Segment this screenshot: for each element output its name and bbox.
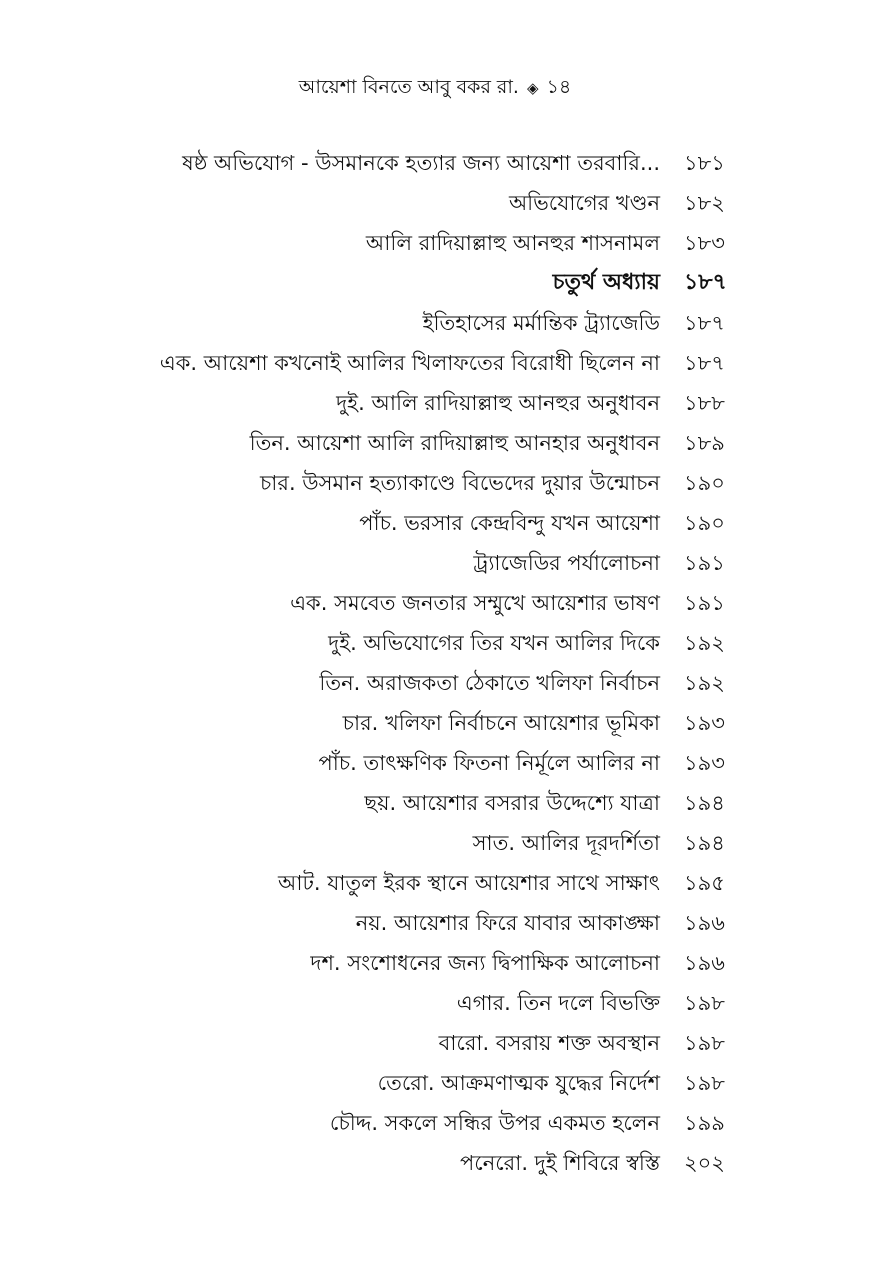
- toc-entry[interactable]: [0, 984, 870, 1024]
- toc-entry-title: ট্র্যাজেডির পর্যালোচনা: [473, 551, 660, 575]
- toc-entry-page: ১৮৩: [684, 231, 725, 255]
- toc-entry-title: আলি রাদিয়াল্লাহু আনহুর শাসনামল: [365, 231, 660, 255]
- toc-entry[interactable]: [0, 1024, 870, 1064]
- toc-entry-page: ১৯৩: [684, 751, 725, 775]
- toc-entry-title: পনেরো. দুই শিবিরে স্বস্তি: [460, 1151, 660, 1175]
- toc-entry-title: ছয়. আয়েশার বসরার উদ্দেশ্যে যাত্রা: [364, 791, 660, 815]
- toc-entry-page: ১৮১: [684, 151, 725, 175]
- toc-entry-page: ১৮৭: [684, 311, 725, 335]
- toc-entry-title: পাঁচ. তাৎক্ষণিক ফিতনা নির্মূলে আলির না: [318, 751, 660, 775]
- table-of-contents: [0, 144, 870, 1184]
- toc-entry-title: চৌদ্দ. সকলে সন্ধির উপর একমত হলেন: [329, 1111, 660, 1135]
- toc-entry-title: বারো. বসরায় শক্ত অবস্থান: [438, 1031, 660, 1055]
- toc-entry-page: ১৯৪: [684, 791, 725, 815]
- toc-entry-title: দশ. সংশোধনের জন্য দ্বিপাক্ষিক আলোচনা: [310, 951, 660, 975]
- toc-entry-title: তিন. আয়েশা আলি রাদিয়াল্লাহু আনহার অনুধাবন: [249, 431, 660, 455]
- toc-entry-title: এগার. তিন দলে বিভক্তি: [456, 991, 660, 1015]
- toc-entry[interactable]: [0, 384, 870, 424]
- toc-entry[interactable]: [0, 944, 870, 984]
- toc-entry[interactable]: [0, 424, 870, 464]
- running-header: [0, 74, 870, 101]
- toc-entry[interactable]: [0, 704, 870, 744]
- toc-entry[interactable]: [0, 784, 870, 824]
- toc-entry-page: ১৯৫: [684, 871, 725, 895]
- toc-entry[interactable]: [0, 1104, 870, 1144]
- page-number: ১৪: [546, 76, 572, 98]
- toc-entry-page: ১৮৭: [684, 351, 725, 375]
- toc-entry-page: ১৯৯: [684, 1111, 725, 1135]
- toc-entry-page: ১৯০: [684, 471, 725, 495]
- toc-entry[interactable]: [0, 344, 870, 384]
- toc-entry-title: দুই. আলি রাদিয়াল্লাহু আনহুর অনুধাবন: [336, 391, 660, 415]
- toc-entry-page: ১৮২: [684, 191, 725, 215]
- book-title: আয়েশা বিনতে আবু বকর রা.: [298, 76, 519, 98]
- toc-entry-title: অভিযোগের খণ্ডন: [508, 191, 660, 215]
- toc-entry[interactable]: [0, 504, 870, 544]
- toc-entry[interactable]: [0, 224, 870, 264]
- toc-entry-title: চতুর্থ অধ্যায়: [552, 270, 660, 295]
- toc-entry-page: ১৯২: [684, 631, 725, 655]
- toc-entry[interactable]: [0, 184, 870, 224]
- toc-entry[interactable]: [0, 584, 870, 624]
- toc-entry-title: দুই. অভিযোগের তির যখন আলির দিকে: [328, 631, 660, 655]
- toc-entry-title: পাঁচ. ভরসার কেন্দ্রবিন্দু যখন আয়েশা: [359, 511, 660, 535]
- header-ornament-icon: ◈: [526, 79, 539, 97]
- toc-entry-page: ১৯৬: [684, 951, 725, 975]
- toc-entry[interactable]: [0, 1064, 870, 1104]
- toc-entry-title: তিন. অরাজকতা ঠেকাতে খলিফা নির্বাচন: [319, 671, 660, 695]
- toc-entry-title: সাত. আলির দূরদর্শিতা: [472, 831, 660, 855]
- toc-entry-page: ২০২: [684, 1151, 725, 1175]
- toc-entry-page: ১৯৮: [684, 1031, 725, 1055]
- toc-entry-title: তেরো. আক্রমণাত্মক যুদ্ধের নির্দেশ: [377, 1071, 660, 1095]
- toc-entry-page: ১৯০: [684, 511, 725, 535]
- toc-entry-page: ১৮৮: [684, 391, 725, 415]
- toc-entry-page: ১৮৭: [684, 270, 727, 295]
- toc-entry-page: ১৯২: [684, 671, 725, 695]
- toc-entry-title: নয়. আয়েশার ফিরে যাবার আকাঙ্ক্ষা: [355, 911, 660, 935]
- toc-entry-title: এক. আয়েশা কখনোই আলির খিলাফতের বিরোধী ছিলেন না: [159, 351, 660, 375]
- toc-entry[interactable]: [0, 464, 870, 504]
- toc-entry[interactable]: [0, 1144, 870, 1184]
- toc-entry-page: ১৯৮: [684, 991, 725, 1015]
- toc-entry[interactable]: [0, 624, 870, 664]
- toc-entry-title: আট. যাতুল ইরক স্থানে আয়েশার সাথে সাক্ষাৎ: [277, 871, 660, 895]
- toc-entry[interactable]: [0, 864, 870, 904]
- toc-entry[interactable]: [0, 824, 870, 864]
- toc-entry-page: ১৯৪: [684, 831, 725, 855]
- toc-entry[interactable]: [0, 664, 870, 704]
- toc-entry-page: ১৯৬: [684, 911, 725, 935]
- toc-entry-title: চার. খলিফা নির্বাচনে আয়েশার ভূমিকা: [342, 711, 660, 735]
- toc-entry[interactable]: [0, 544, 870, 584]
- toc-entry-page: ১৯৩: [684, 711, 725, 735]
- toc-entry[interactable]: [0, 904, 870, 944]
- toc-entry-page: ১৯৮: [684, 1071, 725, 1095]
- toc-entry-title: ইতিহাসের মর্মান্তিক ট্র্যাজেডি: [422, 311, 660, 335]
- toc-entry-page: ১৯১: [684, 591, 725, 615]
- toc-entry[interactable]: [0, 144, 870, 184]
- toc-chapter-heading[interactable]: [0, 264, 870, 304]
- toc-entry-title: ষষ্ঠ অভিযোগ - উসমানকে হত্যার জন্য আয়েশা তরবারি...: [182, 151, 660, 175]
- toc-entry[interactable]: [0, 744, 870, 784]
- toc-entry-title: এক. সমবেত জনতার সম্মুখে আয়েশার ভাষণ: [290, 591, 660, 615]
- toc-entry[interactable]: [0, 304, 870, 344]
- toc-entry-title: চার. উসমান হত্যাকাণ্ডে বিভেদের দুয়ার উন্মোচন: [259, 471, 660, 495]
- toc-entry-page: ১৮৯: [684, 431, 725, 455]
- toc-entry-page: ১৯১: [684, 551, 725, 575]
